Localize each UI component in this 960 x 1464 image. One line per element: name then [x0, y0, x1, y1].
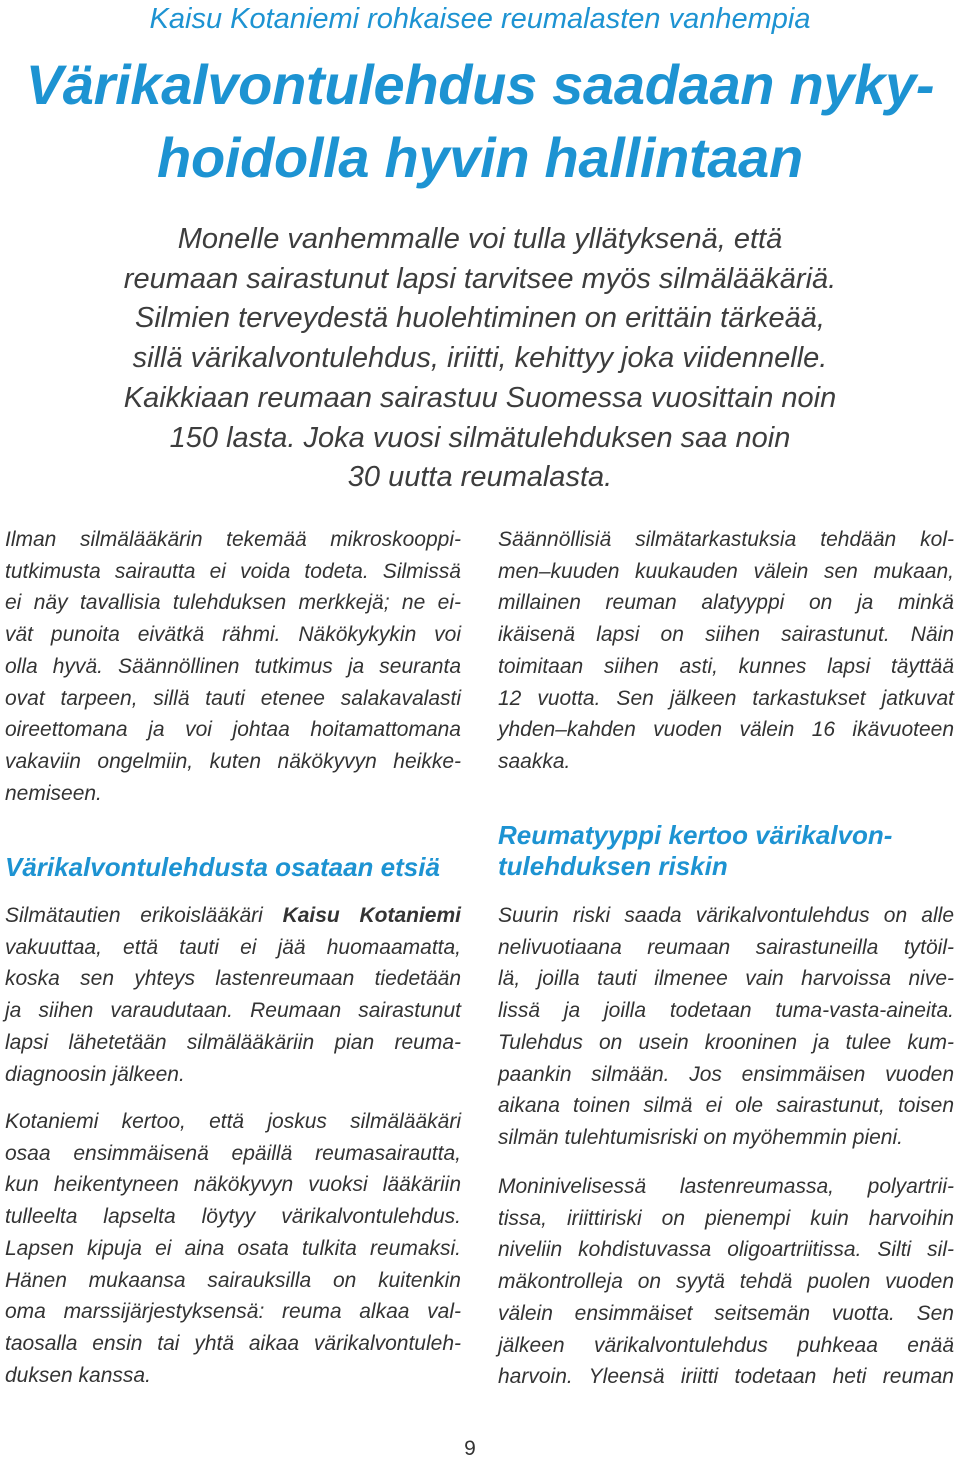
body-line: aikana toinen silmä ei ole sairastunut, toisen: [498, 1094, 954, 1118]
body-line: silmän tulehtumisriski on myöhemmin pieni.: [498, 1125, 903, 1149]
body-line: Ilman silmälääkärin tekemää mikroskooppi-: [5, 528, 461, 551]
body-line: Lapsen kipuja ei aina osata tulkita reumaksi.: [5, 1236, 461, 1260]
lead-line: Kaikkiaan reumaan sairastuu Suomessa vuosittain noin: [123, 381, 837, 414]
article-kicker: Kaisu Kotaniemi rohkaisee reumalasten vanhempia: [149, 3, 811, 35]
body-line: ei näy tavallisia tulehduksen merkkejä; ne ei-: [5, 591, 461, 615]
right-paragraph-3: [498, 1171, 954, 1393]
body-line: Hänen mukaansa sairauksilla on kuitenkin: [5, 1268, 461, 1292]
body-line: vakaviin ongelmiin, kuten näkökyvyn heikke-: [5, 749, 461, 773]
body-line: 12 vuotta. Sen jälkeen tarkastukset jatkuvat: [498, 686, 954, 710]
lead-line: Silmien terveydestä huolehtiminen on erittäin tärkeää,: [135, 302, 825, 335]
body-line: osaa ensimmäisenä epäillä reumasairautta,: [5, 1141, 461, 1165]
text-span: Silmätautien erikoislääkäri: [5, 904, 283, 927]
body-line: niveliin kohdistuvassa oligoartriitissa. Silti sil-: [498, 1238, 954, 1262]
body-line: tulleelta lapselta löytyy värikalvontulehdus.: [5, 1205, 461, 1229]
body-line: jälkeen värikalvontulehdus puhkeaa enää: [498, 1333, 954, 1357]
body-line: paankin silmään. Jos ensimmäisen vuoden: [498, 1062, 954, 1086]
body-line: yhden–kahden vuoden välein 16 ikävuoteen: [498, 718, 954, 742]
body-line: Moninivelisessä lastenreumassa, polyartrii-: [498, 1175, 954, 1198]
body-line: kun heikentyneen näkökyvyn vuoksi lääkäriin: [5, 1173, 461, 1197]
body-line: nelivuotiaana reumaan sairastuneilla tytöil-: [498, 935, 954, 959]
body-line: toimitaan siihen asti, kunnes lapsi täyttää: [498, 654, 954, 678]
left-intro-paragraph: [5, 524, 461, 809]
body-line: tutkimusta sairautta ei voida todeta. Silmissä: [5, 559, 461, 583]
bold-name: Kaisu Kotaniemi: [282, 904, 461, 927]
lead-line: sillä värikalvontulehdus, iriitti, kehittyy joka viidennelle.: [132, 342, 828, 375]
body-line: ovat tarpeen, sillä tauti etenee salakavalasti: [5, 686, 461, 710]
page-number: 9: [464, 1437, 476, 1460]
body-line: [5, 900, 461, 932]
right-paragraph-1: [498, 524, 954, 778]
body-line: mäkontrolleja on syytä tehdä puolen vuoden: [498, 1270, 954, 1294]
body-line: vakuuttaa, että tauti ei jää huomaamatta,: [5, 935, 461, 959]
body-line: Suurin riski saada värikalvontulehdus on alle: [498, 904, 954, 927]
body-line: koska sen yhteys lastenreumaan tiedetään: [5, 967, 461, 991]
lead-paragraph: [0, 220, 960, 498]
body-line: välein ensimmäiset seitsemän vuotta. Sen: [498, 1301, 954, 1325]
right-paragraph-2: [498, 900, 954, 1154]
body-line: diagnoosin jälkeen.: [5, 1062, 185, 1086]
body-line: Säännöllisiä silmätarkastuksia tehdään kol-: [498, 528, 954, 551]
body-line: ja siihen varaudutaan. Reumaan sairastunut: [5, 999, 461, 1023]
body-line: Kotaniemi kertoo, että joskus silmälääkäri: [5, 1110, 461, 1133]
body-line: lissä ja joilla todetaan tuma-vasta-aineita.: [498, 999, 954, 1023]
section-heading-etsia: [5, 851, 461, 883]
body-line: saakka.: [498, 749, 571, 773]
body-line: vät punoita eivätkä rähmi. Näkökykykin voi: [5, 623, 461, 647]
body-line: oireettomana ja voi johtaa hoitamattomana: [5, 718, 461, 742]
heading-line: Reumatyyppi kertoo värikalvon-: [498, 820, 893, 850]
body-line: oma marssijärjestyksensä: reuma alkaa val-: [5, 1300, 461, 1324]
heading-line: Värikalvontulehdusta osataan etsiä: [5, 852, 440, 882]
article-title: [0, 48, 960, 194]
body-line: Tulehdus on usein krooninen ja tulee kum-: [498, 1030, 954, 1054]
body-line: millainen reuman alatyyppi on ja minkä: [498, 591, 954, 615]
body-line: taosalla ensin tai yhtä aikaa värikalvontuleh-: [5, 1331, 461, 1355]
body-line: lapsi lähetetään silmälääkäriin pian reuma-: [5, 1030, 461, 1054]
left-paragraph-1: [5, 900, 461, 1090]
lead-line: reumaan sairastunut lapsi tarvitsee myös silmälääkäriä.: [123, 262, 837, 295]
body-line: men–kuuden kuukauden välein sen mukaan,: [498, 559, 954, 583]
heading-line: tulehduksen riskin: [498, 851, 728, 881]
title-line: hoidolla hyvin hallintaan: [157, 126, 803, 189]
body-line: duksen kanssa.: [5, 1363, 151, 1387]
title-line: Värikalvontulehdus saadaan nyky-: [25, 53, 935, 116]
section-heading-reumatyyppi: [498, 820, 954, 882]
lead-line: 30 uutta reumalasta.: [347, 461, 613, 494]
body-line: ikäisenä lapsi on siihen sairastunut. Näin: [498, 623, 954, 647]
body-line: olla hyvä. Säännöllinen tutkimus ja seuranta: [5, 654, 461, 678]
body-line: nemiseen.: [5, 781, 102, 805]
body-line: lä, joilla tauti ilmenee vain harvoissa nive-: [498, 967, 954, 991]
lead-line: 150 lasta. Joka vuosi silmätulehduksen saa noin: [169, 421, 791, 454]
body-line: harvoin. Yleensä iriitti todetaan heti reuman: [498, 1365, 954, 1389]
lead-line: Monelle vanhemmalle voi tulla yllätyksenä, että: [177, 223, 783, 255]
body-line: tissa, iriittiriski on pienempi kuin harvoihin: [498, 1206, 954, 1230]
left-paragraph-2: [5, 1106, 461, 1391]
